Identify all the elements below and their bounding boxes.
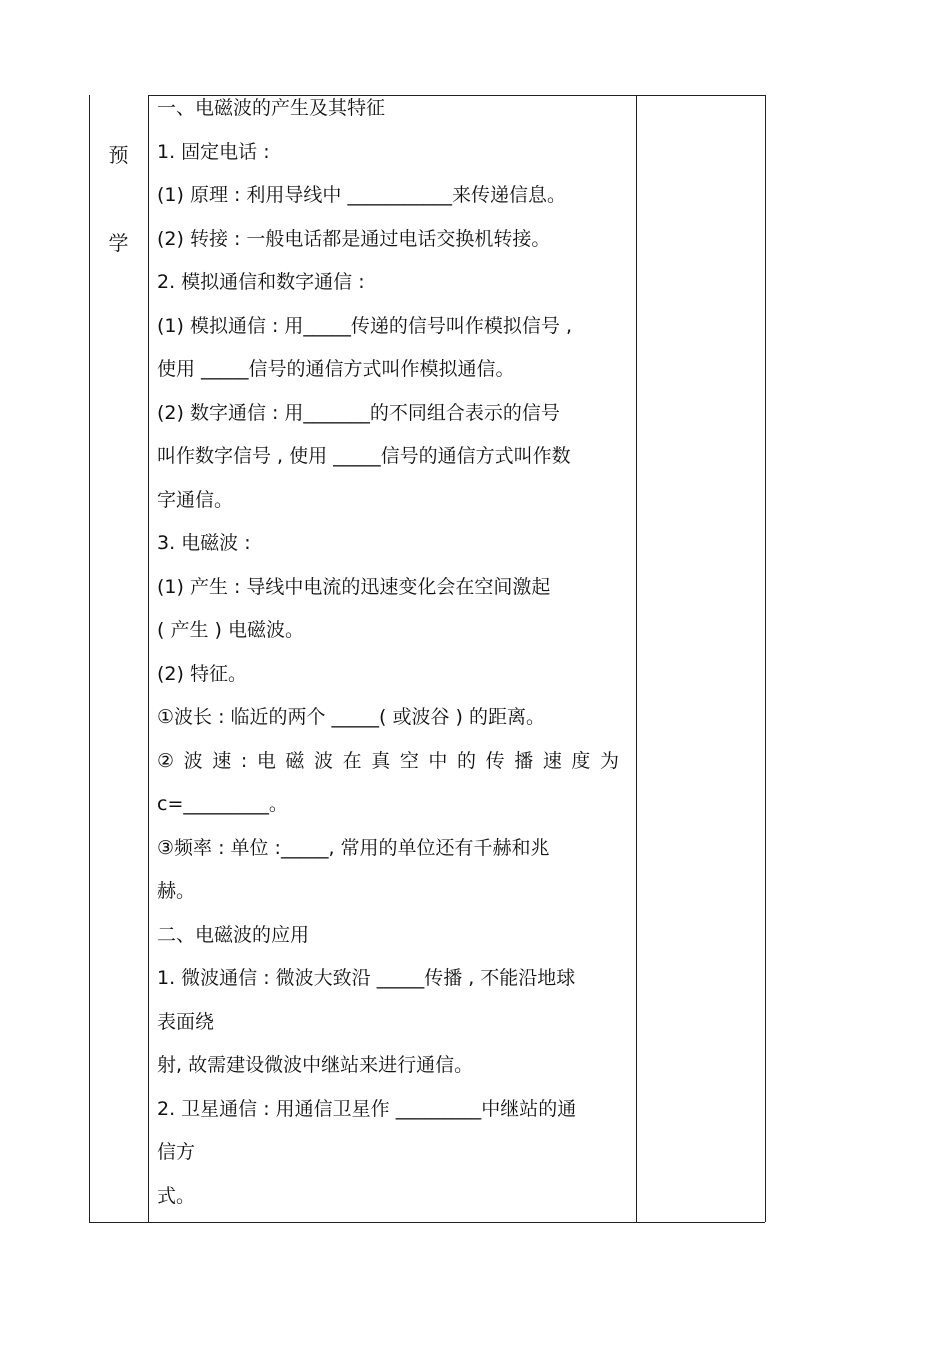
text-line: c=_________。 <box>157 793 288 815</box>
content-cell <box>157 95 627 1226</box>
text-line: 2. 卫星通信 : 用通信卫星作 _________中继站的通 <box>157 1097 577 1120</box>
text-line: 信方 <box>157 1141 196 1163</box>
text-line: 2. 模拟通信和数字通信 : <box>157 271 365 293</box>
side-label-char-2: 学 <box>108 231 129 255</box>
text-line: 式。 <box>157 1184 196 1207</box>
text-line: ①波长 : 临近的两个 _____( 或波谷 ) 的距离。 <box>157 706 545 728</box>
text-line: 1. 微波通信 : 微波大致沿 _____传播 , 不能沿地球 <box>157 967 576 989</box>
table-left-border <box>89 95 90 1222</box>
text-line: 赫。 <box>157 880 196 902</box>
table-right-border <box>765 95 766 1222</box>
text-line: 射, 故需建设微波中继站来进行通信。 <box>157 1054 474 1076</box>
text-line: 使用 _____信号的通信方式叫作模拟通信。 <box>157 358 515 380</box>
column-divider-1 <box>148 95 149 1222</box>
text-line: 1. 固定电话 : <box>157 140 270 163</box>
text-line: 表面绕 <box>157 1010 215 1033</box>
study-table <box>89 95 765 1222</box>
text-line: 3. 电磁波 : <box>157 532 251 554</box>
section-heading-1: 一、电磁波的产生及其特征 <box>157 97 386 119</box>
text-line: (1) 模拟通信 : 用_____传递的信号叫作模拟信号 , <box>157 314 573 337</box>
side-label-char-1: 预 <box>108 143 129 167</box>
text-line: ③频率 : 单位 :_____, 常用的单位还有千赫和兆 <box>157 836 550 859</box>
text-line: (2) 转接 : 一般电话都是通过电话交换机转接。 <box>157 227 551 250</box>
text-line: ( 产生 ) 电磁波。 <box>157 619 304 641</box>
text-line: (2) 数字通信 : 用_______的不同组合表示的信号 <box>157 401 560 424</box>
text-line: ②波速:电磁波在真空中的传播速度为 <box>157 749 629 772</box>
text-line: 叫作数字信号 , 使用 _____信号的通信方式叫作数 <box>157 445 571 467</box>
text-line: (2) 特征。 <box>157 662 247 685</box>
text-line: (1) 产生 : 导线中电流的迅速变化会在空间激起 <box>157 575 551 598</box>
section-heading-2: 二、电磁波的应用 <box>157 923 310 946</box>
text-line: (1) 原理 : 利用导线中 ___________来传递信息。 <box>157 184 566 206</box>
text-line: 字通信。 <box>157 488 234 511</box>
column-divider-2 <box>636 95 637 1222</box>
